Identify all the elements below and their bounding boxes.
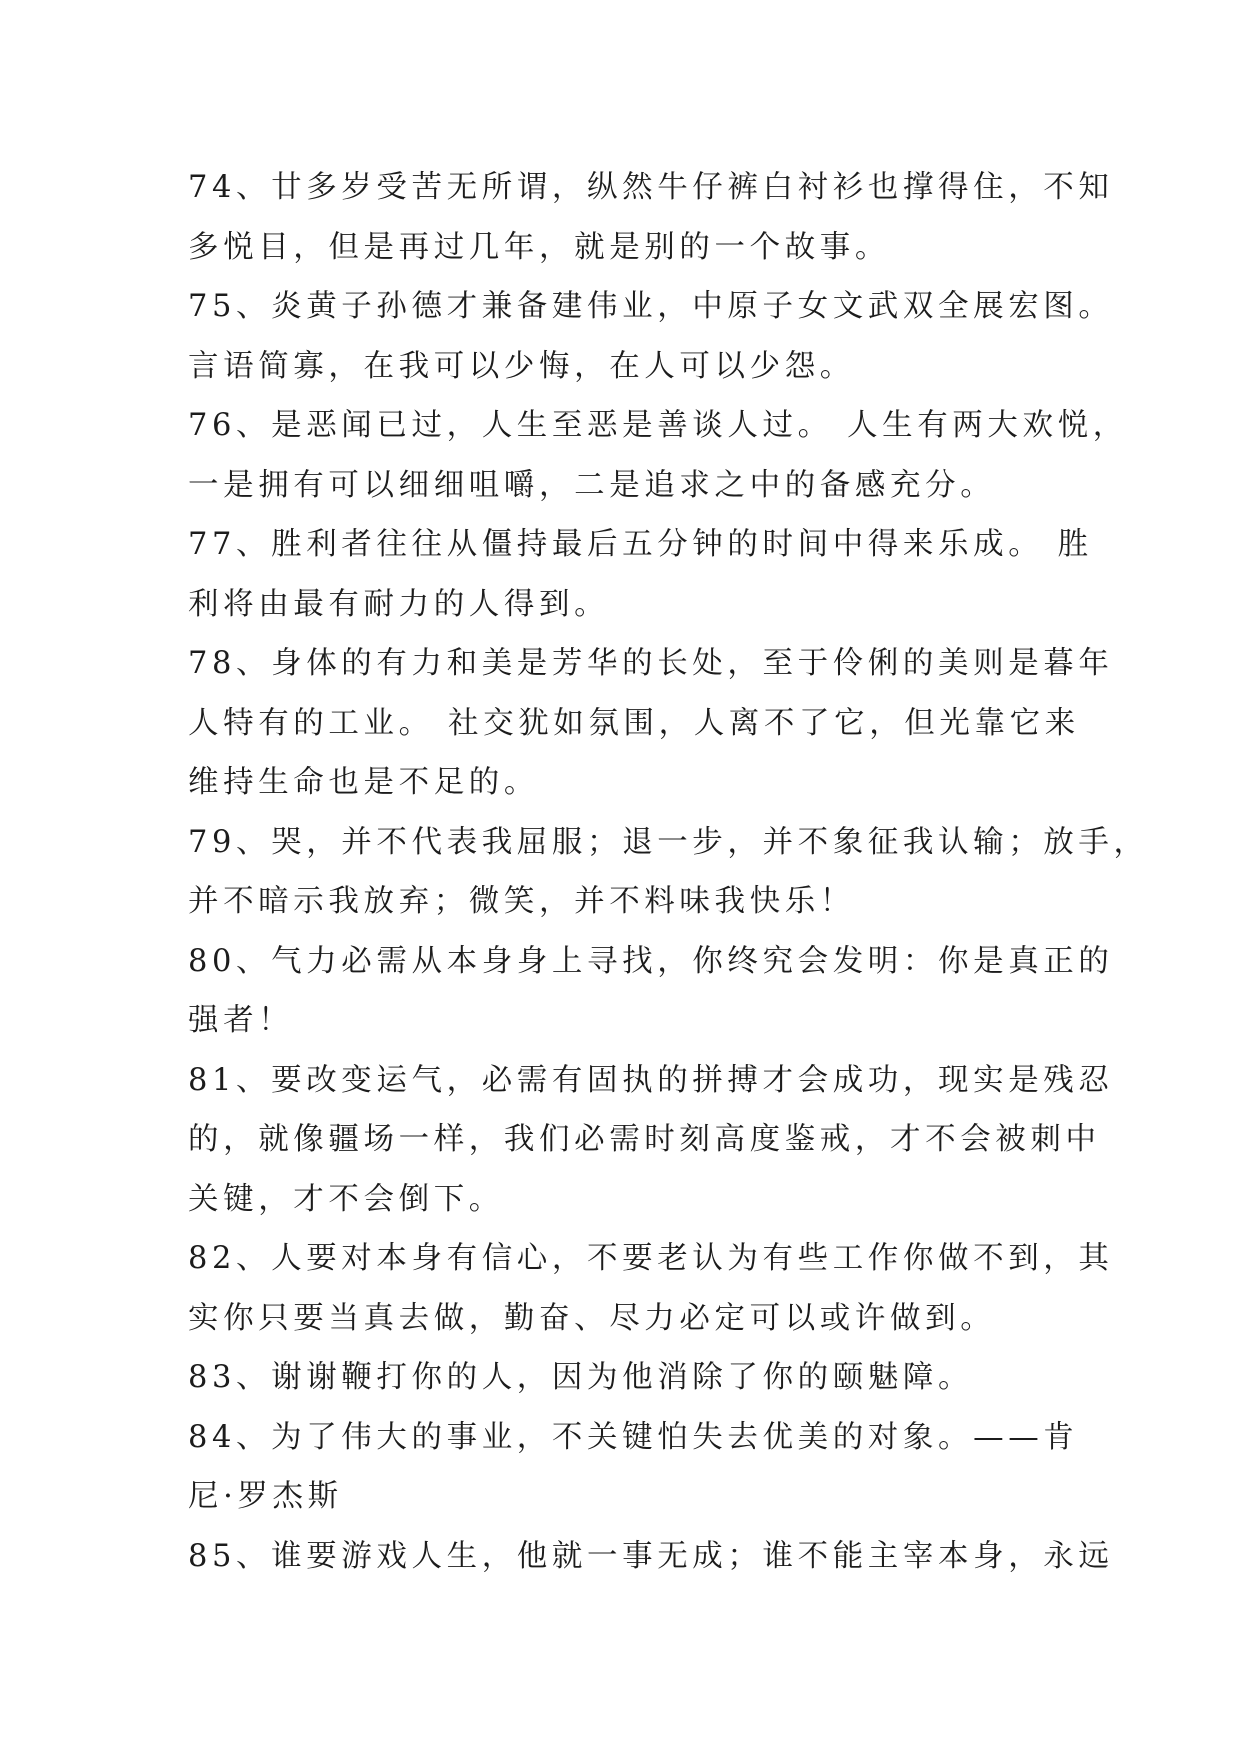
entry-85 bbox=[188, 1527, 1114, 1587]
entry-line: 82、人要对本身有信心，不要老认为有些工作你做不到，其 bbox=[188, 1241, 1114, 1276]
entry-82 bbox=[188, 1229, 1114, 1348]
entry-line: 74、廿多岁受苦无所谓，纵然牛仔裤白衬衫也撑得住，不知 bbox=[188, 170, 1114, 205]
entry-80 bbox=[188, 932, 1114, 1051]
entry-81 bbox=[188, 1051, 1114, 1230]
entry-line: 78、身体的有力和美是芳华的长处，至于伶俐的美则是暮年 bbox=[188, 646, 1114, 681]
entry-line: 强者！ bbox=[188, 1003, 294, 1038]
entry-76 bbox=[188, 396, 1128, 515]
entry-line: 77、胜利者往往从僵持最后五分钟的时间中得来乐成。 胜 bbox=[188, 527, 1093, 562]
entry-79 bbox=[188, 813, 1149, 932]
entry-line: 人特有的工业。 社交犹如氛围，人离不了它，但光靠它来 bbox=[188, 705, 1080, 741]
entry-line: 尼·罗杰斯 bbox=[188, 1479, 343, 1514]
entry-line: 利将由最有耐力的人得到。 bbox=[188, 586, 610, 622]
entry-74 bbox=[188, 158, 1114, 277]
entry-83 bbox=[188, 1348, 1088, 1408]
entry-line: 84、为了伟大的事业，不关键怕失去优美的对象。——肯 bbox=[188, 1419, 1079, 1455]
entry-line: 80、气力必需从本身身上寻找，你终究会发明：你是真正的 bbox=[188, 943, 1114, 979]
entry-line: 76、是恶闻已过，人生至恶是善谈人过。 人生有两大欢悦， bbox=[188, 408, 1128, 443]
entry-line: 一是拥有可以细细咀嚼，二是追求之中的备感充分。 bbox=[188, 467, 996, 503]
entry-78 bbox=[188, 634, 1114, 813]
entry-line: 83、谢谢鞭打你的人，因为他消除了你的颐魅障。 bbox=[188, 1360, 974, 1395]
entry-line: 多悦目，但是再过几年，就是别的一个故事。 bbox=[188, 229, 890, 265]
entry-line: 的，就像疆场一样，我们必需时刻高度鉴戒，才不会被刺中 bbox=[188, 1122, 1101, 1157]
entry-line: 言语简寡，在我可以少悔，在人可以少怨。 bbox=[188, 348, 855, 384]
entry-75 bbox=[188, 277, 1114, 396]
entry-77 bbox=[188, 515, 1093, 634]
entry-line: 实你只要当真去做，勤奋、尽力必定可以或许做到。 bbox=[188, 1300, 996, 1336]
entry-line: 75、炎黄子孙德才兼备建伟业，中原子女文武双全展宏图。 bbox=[188, 289, 1114, 324]
entry-line: 关键，才不会倒下。 bbox=[188, 1181, 504, 1217]
entry-line: 并不暗示我放弃；微笑，并不料味我快乐！ bbox=[188, 884, 855, 919]
entry-line: 81、要改变运气，必需有固执的拼搏才会成功，现实是残忍 bbox=[188, 1062, 1114, 1098]
entry-line: 79、哭，并不代表我屈服；退一步，并不象征我认输；放手， bbox=[188, 824, 1149, 860]
document-body bbox=[188, 158, 1149, 1586]
entry-line: 85、谁要游戏人生，他就一事无成；谁不能主宰本身，永远 bbox=[188, 1538, 1114, 1574]
entry-line: 维持生命也是不足的。 bbox=[188, 765, 539, 800]
entry-84 bbox=[188, 1408, 1088, 1527]
